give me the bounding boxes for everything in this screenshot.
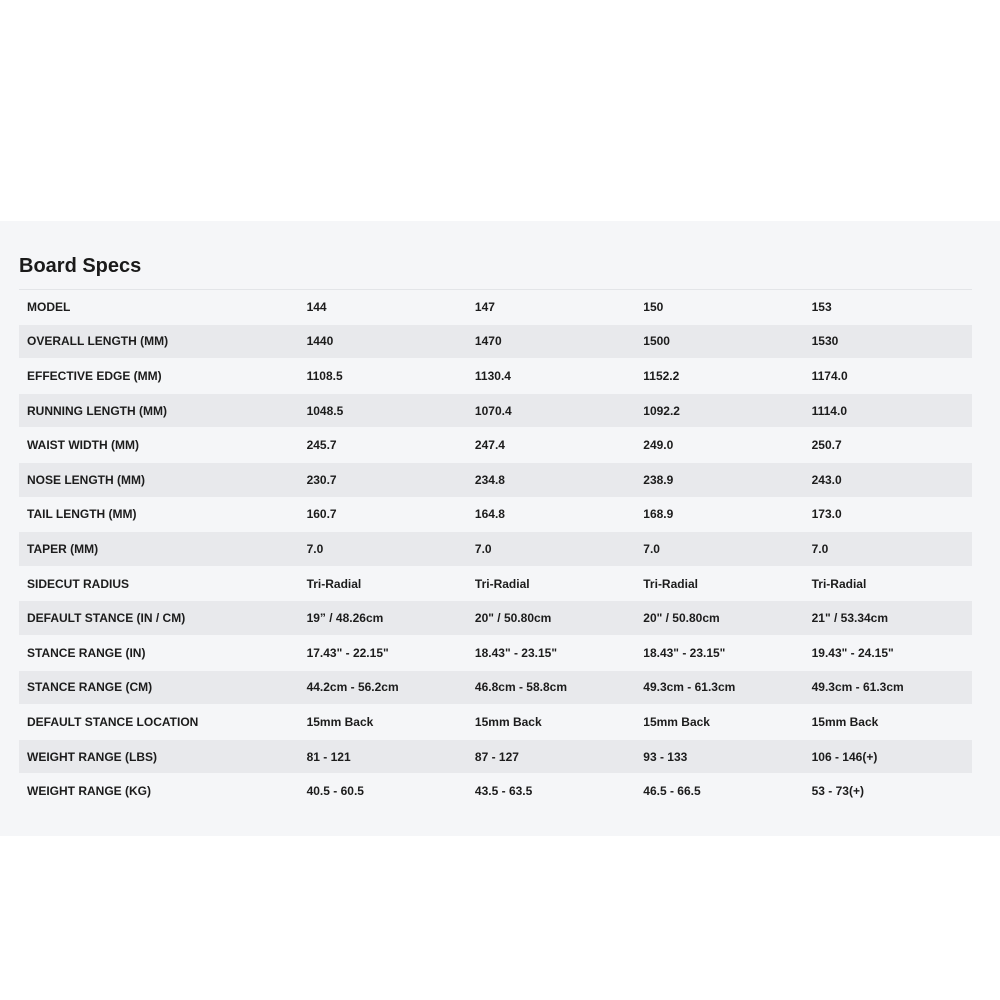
spec-value-cell: 1048.5 <box>299 393 467 428</box>
spec-value-cell: 20" / 50.80cm <box>635 601 803 636</box>
spec-value-cell: 19.43" - 24.15" <box>804 635 972 670</box>
table-row <box>19 497 972 532</box>
spec-value-cell: 18.43" - 23.15" <box>635 635 803 670</box>
spec-value-cell: 245.7 <box>299 428 467 463</box>
spec-value-cell: 250.7 <box>804 428 972 463</box>
spec-value-cell: 230.7 <box>299 462 467 497</box>
spec-value-cell: 238.9 <box>635 462 803 497</box>
row-label: WEIGHT RANGE (LBS) <box>19 739 299 774</box>
spec-value-cell: 153 <box>804 290 972 325</box>
table-row <box>19 670 972 705</box>
spec-value-cell: 46.8cm - 58.8cm <box>467 670 635 705</box>
specs-table-body <box>19 290 972 809</box>
spec-value-cell: 53 - 73(+) <box>804 774 972 809</box>
row-label: TAPER (MM) <box>19 532 299 567</box>
spec-value-cell: 43.5 - 63.5 <box>467 774 635 809</box>
spec-value-cell: 93 - 133 <box>635 739 803 774</box>
table-row <box>19 290 972 325</box>
table-row <box>19 359 972 394</box>
spec-value-cell: 7.0 <box>299 532 467 567</box>
spec-value-cell: Tri-Radial <box>467 566 635 601</box>
spec-value-cell: 19” / 48.26cm <box>299 601 467 636</box>
table-row <box>19 393 972 428</box>
spec-value-cell: 234.8 <box>467 462 635 497</box>
row-label: NOSE LENGTH (MM) <box>19 462 299 497</box>
row-label: DEFAULT STANCE (IN / CM) <box>19 601 299 636</box>
spec-value-cell: 15mm Back <box>467 705 635 740</box>
table-row <box>19 428 972 463</box>
row-label: STANCE RANGE (IN) <box>19 635 299 670</box>
row-label: DEFAULT STANCE LOCATION <box>19 705 299 740</box>
spec-value-cell: 40.5 - 60.5 <box>299 774 467 809</box>
spec-value-cell: 1114.0 <box>804 393 972 428</box>
table-row <box>19 739 972 774</box>
spec-value-cell: Tri-Radial <box>299 566 467 601</box>
spec-value-cell: 168.9 <box>635 497 803 532</box>
table-row <box>19 601 972 636</box>
spec-value-cell: 87 - 127 <box>467 739 635 774</box>
spec-value-cell: 1470 <box>467 324 635 359</box>
spec-value-cell: 49.3cm - 61.3cm <box>635 670 803 705</box>
spec-value-cell: 15mm Back <box>635 705 803 740</box>
section-title: Board Specs <box>19 255 142 277</box>
table-row <box>19 635 972 670</box>
row-label: RUNNING LENGTH (MM) <box>19 393 299 428</box>
spec-value-cell: 249.0 <box>635 428 803 463</box>
spec-value-cell: 21" / 53.34cm <box>804 601 972 636</box>
spec-value-cell: 17.43" - 22.15" <box>299 635 467 670</box>
spec-value-cell: 15mm Back <box>804 705 972 740</box>
spec-value-cell: 46.5 - 66.5 <box>635 774 803 809</box>
spec-value-cell: 147 <box>467 290 635 325</box>
spec-value-cell: 7.0 <box>635 532 803 567</box>
spec-value-cell: 1174.0 <box>804 359 972 394</box>
row-label: OVERALL LENGTH (MM) <box>19 324 299 359</box>
spec-value-cell: 49.3cm - 61.3cm <box>804 670 972 705</box>
spec-value-cell: 160.7 <box>299 497 467 532</box>
table-row <box>19 705 972 740</box>
spec-value-cell: 18.43" - 23.15" <box>467 635 635 670</box>
spec-value-cell: 1070.4 <box>467 393 635 428</box>
spec-value-cell: 243.0 <box>804 462 972 497</box>
row-label: STANCE RANGE (CM) <box>19 670 299 705</box>
specs-table <box>19 289 972 809</box>
spec-value-cell: Tri-Radial <box>635 566 803 601</box>
spec-value-cell: 1092.2 <box>635 393 803 428</box>
row-label: SIDECUT RADIUS <box>19 566 299 601</box>
spec-value-cell: 1152.2 <box>635 359 803 394</box>
spec-value-cell: 247.4 <box>467 428 635 463</box>
spec-value-cell: 173.0 <box>804 497 972 532</box>
spec-value-cell: 144 <box>299 290 467 325</box>
spec-value-cell: 7.0 <box>804 532 972 567</box>
spec-value-cell: 7.0 <box>467 532 635 567</box>
spec-value-cell: 44.2cm - 56.2cm <box>299 670 467 705</box>
spec-value-cell: 1500 <box>635 324 803 359</box>
row-label: EFFECTIVE EDGE (MM) <box>19 359 299 394</box>
row-label: MODEL <box>19 290 299 325</box>
table-row <box>19 774 972 809</box>
spec-value-cell: 164.8 <box>467 497 635 532</box>
table-row <box>19 462 972 497</box>
spec-value-cell: 1108.5 <box>299 359 467 394</box>
spec-value-cell: Tri-Radial <box>804 566 972 601</box>
spec-value-cell: 1440 <box>299 324 467 359</box>
spec-value-cell: 106 - 146(+) <box>804 739 972 774</box>
row-label: TAIL LENGTH (MM) <box>19 497 299 532</box>
spec-value-cell: 1530 <box>804 324 972 359</box>
row-label: WEIGHT RANGE (KG) <box>19 774 299 809</box>
spec-value-cell: 81 - 121 <box>299 739 467 774</box>
spec-value-cell: 1130.4 <box>467 359 635 394</box>
row-label: WAIST WIDTH (MM) <box>19 428 299 463</box>
table-row <box>19 532 972 567</box>
table-row <box>19 324 972 359</box>
table-row <box>19 566 972 601</box>
spec-value-cell: 20" / 50.80cm <box>467 601 635 636</box>
spec-value-cell: 15mm Back <box>299 705 467 740</box>
spec-value-cell: 150 <box>635 290 803 325</box>
